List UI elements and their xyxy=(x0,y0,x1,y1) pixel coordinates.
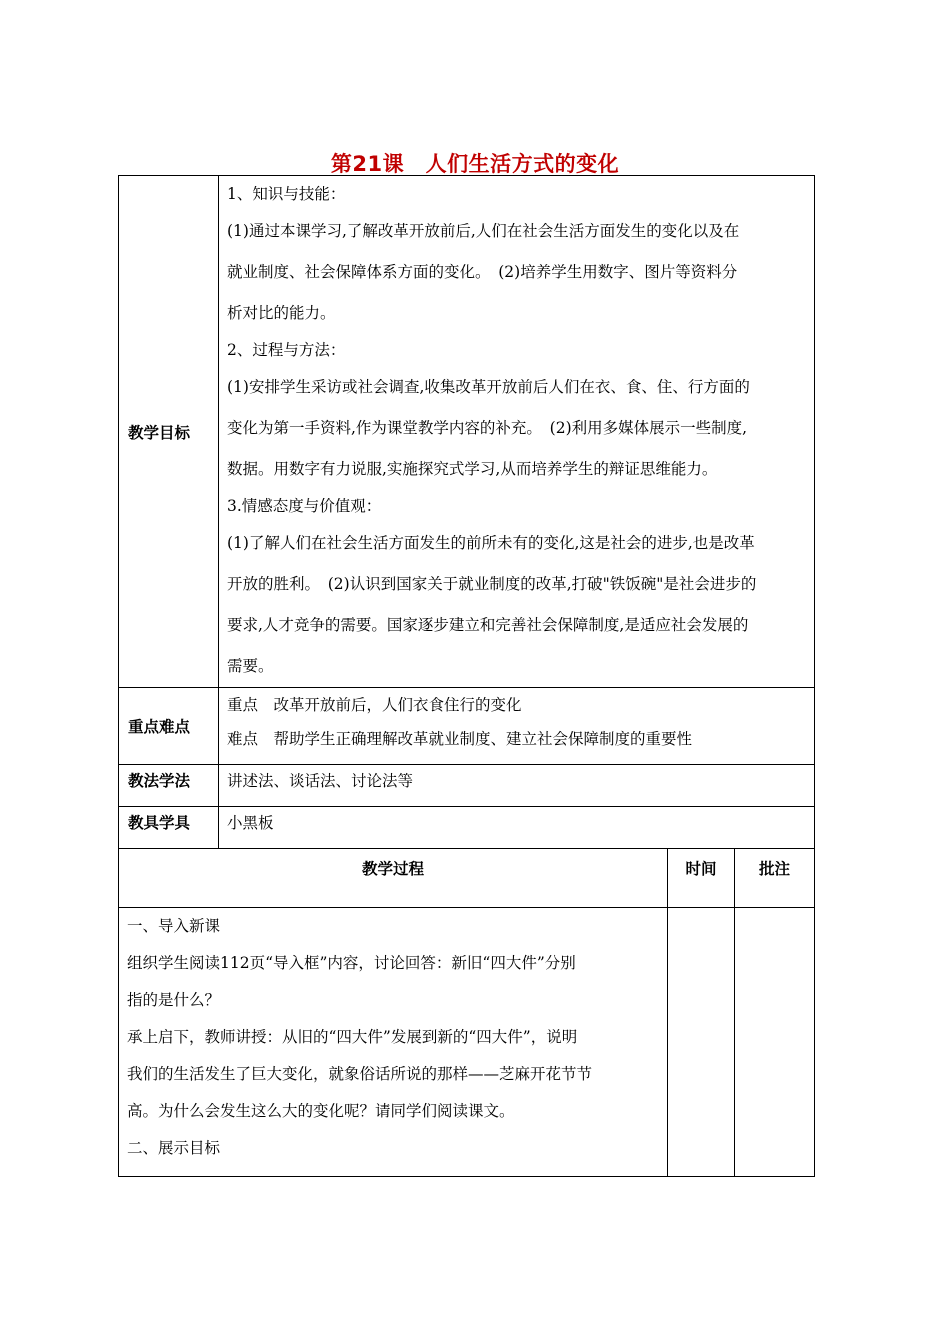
tools-value: 小黑板 xyxy=(219,807,815,849)
notes-cell xyxy=(735,908,815,1177)
notes-header: 批注 xyxy=(735,849,815,908)
process-line: 我们的生活发生了巨大变化，就象俗话所说的那样——芝麻开花节节 xyxy=(127,1065,593,1083)
objective-line: 就业制度、社会保障体系方面的变化。 (2)培养学生用数字、图片等资料分 xyxy=(227,263,738,281)
process-line: 组织学生阅读112页“导入框”内容，讨论回答：新旧“四大件”分别 xyxy=(127,954,576,972)
time-cell xyxy=(668,908,735,1177)
objective-line: 要求,人才竞争的需要。国家逐步建立和完善社会保障制度,是适应社会发展的 xyxy=(227,616,749,634)
key-points-label: 重点难点 xyxy=(119,688,219,765)
objective-line: 2、过程与方法： xyxy=(227,341,346,359)
methods-label: 教法学法 xyxy=(119,765,219,807)
key-points-content xyxy=(219,688,815,765)
objective-line: 开放的胜利。 (2)认识到国家关于就业制度的改革,打破"铁饭碗"是社会进步的 xyxy=(227,575,757,593)
objective-line: (1)通过本课学习,了解改革开放前后,人们在社会生活方面发生的变化以及在 xyxy=(227,222,740,240)
key-points-row xyxy=(119,688,815,765)
objectives-content xyxy=(219,176,815,688)
objective-line: 变化为第一手资料,作为课堂教学内容的补充。 (2)利用多媒体展示一些制度, xyxy=(227,419,748,437)
objective-line: (1)安排学生采访或社会调查,收集改革开放前后人们在衣、食、住、行方面的 xyxy=(227,378,750,396)
methods-row xyxy=(119,765,815,807)
objective-line: 3.情感态度与价值观： xyxy=(227,497,382,515)
time-header: 时间 xyxy=(668,849,735,908)
objective-line: 需要。 xyxy=(227,657,274,675)
lesson-title: 第21课 人们生活方式的变化 xyxy=(330,152,620,176)
process-content xyxy=(119,908,668,1177)
difficulty-line: 难点 帮助学生正确理解改革就业制度、建立社会保障制度的重要性 xyxy=(227,730,693,748)
tools-row xyxy=(119,807,815,849)
process-line: 承上启下，教师讲授：从旧的“四大件”发展到新的“四大件”，说明 xyxy=(127,1028,578,1046)
process-line: 一、导入新课 xyxy=(127,917,221,935)
objective-line: 析对比的能力。 xyxy=(227,304,336,322)
process-header: 教学过程 xyxy=(119,849,668,908)
methods-value: 讲述法、谈话法、讨论法等 xyxy=(219,765,815,807)
key-point-line: 重点 改革开放前后，人们衣食住行的变化 xyxy=(227,696,522,714)
lesson-plan-table xyxy=(118,175,815,1177)
process-line: 高。为什么会发生这么大的变化呢？请同学们阅读课文。 xyxy=(127,1102,515,1120)
process-line: 二、展示目标 xyxy=(127,1139,221,1157)
objectives-row xyxy=(119,176,815,688)
objective-line: (1)了解人们在社会生活方面发生的前所未有的变化,这是社会的进步,也是改革 xyxy=(227,534,755,552)
process-row xyxy=(119,908,815,1177)
tools-label: 教具学具 xyxy=(119,807,219,849)
objectives-label: 教学目标 xyxy=(119,176,219,688)
process-header-row xyxy=(119,849,815,908)
objective-line: 1、知识与技能： xyxy=(227,185,346,203)
process-line: 指的是什么？ xyxy=(127,991,221,1009)
objective-line: 数据。用数字有力说服,实施探究式学习,从而培养学生的辩证思维能力。 xyxy=(227,460,718,478)
